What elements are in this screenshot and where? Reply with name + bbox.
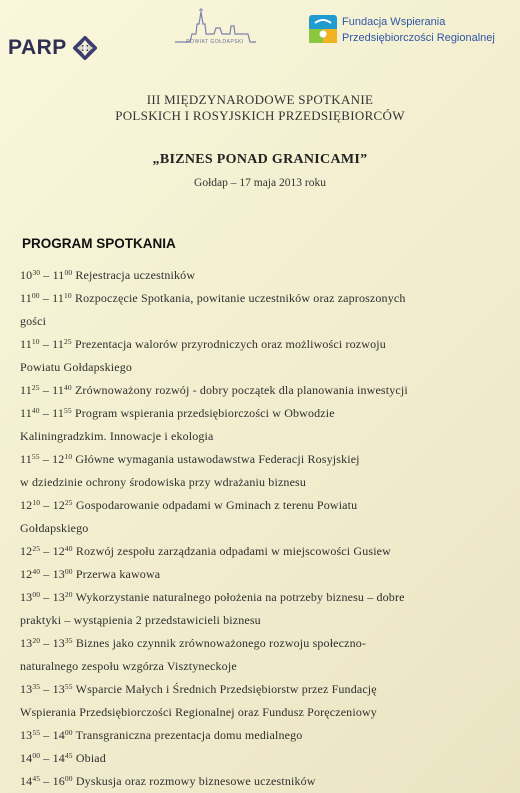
program-text: Główne wymagania ustawodawstwa Federacji Rosyjskiej [75, 452, 360, 466]
time-range: $13^{20} - 13^{35}$ [20, 636, 73, 650]
parp-logo-text: PARP [8, 36, 67, 59]
program-item [20, 287, 496, 333]
program-list [20, 264, 496, 793]
foundation-name-line2: Przedsiębiorczości Regionalnej [342, 32, 495, 44]
foundation-emblem-icon [308, 14, 338, 44]
time-range: $12^{40} - 13^{00}$ [20, 567, 73, 581]
program-text: Obiad [75, 751, 106, 765]
program-item [20, 448, 496, 494]
time-range: $11^{10} - 11^{25}$ [20, 337, 72, 351]
program-item [20, 333, 496, 379]
parp-arrows-icon [73, 36, 97, 60]
program-item [20, 264, 496, 287]
time-range: $13^{00} - 13^{20}$ [20, 590, 73, 604]
time-range: $11^{40} - 11^{55}$ [20, 406, 72, 420]
time-range: $11^{00} - 11^{10}$ [20, 291, 72, 305]
program-item [20, 586, 496, 632]
program-item [20, 747, 496, 770]
program-item [20, 379, 496, 402]
program-text-continued: w dziedzinie ochrony środowiska przy wdrażaniu biznesu [20, 475, 307, 489]
program-text: Prezentacja walorów przyrodniczych oraz możliwości rozwoju [74, 337, 386, 351]
program-text: Transgraniczna prezentacja domu medialnego [75, 728, 303, 742]
program-text: Przerwa kawowa [75, 567, 161, 581]
program-item [20, 402, 496, 448]
program-text-continued: Powiatu Gołdapskiego [20, 360, 132, 374]
time-range: $14^{45} - 16^{00}$ [20, 774, 73, 788]
program-text: Gospodarowanie odpadami w Gminach z terenu Powiatu [75, 498, 358, 512]
program-text: Rozwój zespołu zarządzania odpadami w miejscowości Gusiew [75, 544, 391, 558]
program-item [20, 494, 496, 540]
foundation-name-line1: Fundacja Wspierania [342, 16, 446, 28]
program-item [20, 678, 496, 724]
event-subtitle: „BIZNES PONAD GRANICAMI” [152, 152, 368, 167]
time-range: $10^{30} - 11^{00}$ [20, 268, 73, 282]
time-range: $11^{25} - 11^{40}$ [20, 383, 72, 397]
time-range: $13^{35} - 13^{55}$ [20, 682, 73, 696]
program-item [20, 563, 496, 586]
event-place-date: Gołdap – 17 maja 2013 roku [194, 177, 326, 189]
foundation-logo [308, 14, 495, 46]
town-logo-caption: POWIAT GOŁDAPSKI [186, 39, 244, 45]
program-text-continued: Wspierania Przedsiębiorczości Regionalnej oraz Fundusz Poręczeniowy [20, 705, 377, 719]
event-title-line1: III MIĘDZYNARODOWE SPOTKANIE [146, 92, 374, 107]
program-text: Biznes jako czynnik zrównoważonego rozwoju społeczno- [75, 636, 367, 650]
program-text-continued: naturalnego zespołu wzgórza Visztyneckoje [20, 659, 237, 673]
program-text: Wykorzystanie naturalnego położenia na potrzeby biznesu – dobre [75, 590, 405, 604]
parp-logo [8, 36, 97, 60]
program-text-continued: Kaliningradzkim. Innowacje i ekologia [20, 429, 214, 443]
program-text: Program wspierania przedsiębiorczości w Obwodzie [74, 406, 335, 420]
program-text: Dyskusja oraz rozmowy biznesowe uczestników [75, 774, 316, 788]
program-item [20, 632, 496, 678]
program-item [20, 724, 496, 747]
time-range: $12^{25} - 12^{40}$ [20, 544, 73, 558]
program-text-continued: Gołdapskiego [20, 521, 89, 535]
program-text: Zrównoważony rozwój - dobry początek dla planowania inwestycji [74, 383, 408, 397]
program-item [20, 540, 496, 563]
time-range: $13^{55} - 14^{00}$ [20, 728, 73, 742]
program-item [20, 770, 496, 793]
program-text-continued: gości [20, 314, 47, 328]
time-range: $11^{55} - 12^{10}$ [20, 452, 73, 466]
program-text: Rejestracja uczestników [75, 268, 196, 282]
program-heading: PROGRAM SPOTKANIA [22, 236, 176, 251]
time-range: $14^{00} - 14^{45}$ [20, 751, 73, 765]
program-text: Wsparcie Małych i Średnich Przedsiębiorstw przez Fundację [75, 682, 377, 696]
time-range: $12^{10} - 12^{25}$ [20, 498, 73, 512]
program-text: Rozpoczęcie Spotkania, powitanie uczestników oraz zaproszonych [74, 291, 406, 305]
event-title-line2: POLSKICH I ROSYJSKICH PRZEDSIĘBIORCÓW [115, 108, 405, 123]
program-text-continued: praktyki – wystąpienia 2 przedstawicieli biznesu [20, 613, 261, 627]
